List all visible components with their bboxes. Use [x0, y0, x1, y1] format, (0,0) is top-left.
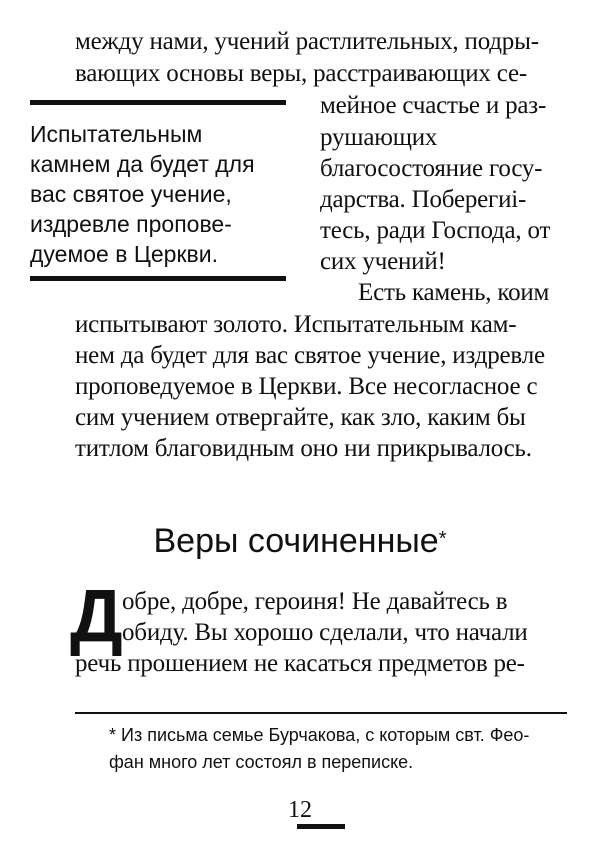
section-line-1: обре, добре, героиня! Не давайтесь в: [122, 588, 508, 615]
pull-quote-line: издревле пропове-: [30, 211, 232, 237]
body-line-1: между нами, учений растлительных, подры-: [75, 28, 539, 55]
page-number-rule: [297, 824, 345, 829]
body-line-2: вающих основы веры, расстраивающих се-: [75, 60, 527, 87]
body-line-14: титлом благовидным оно ни прикрывалось.: [75, 435, 532, 462]
footnote-line-2: фан много лет состоял в переписке.: [109, 752, 414, 772]
section-title-text: Веры сочиненные: [153, 522, 439, 560]
body-line-3: мейное счастье и раз-: [320, 92, 547, 119]
footnote: [75, 722, 529, 776]
section-line-3: речь прошением не касаться предметов ре-: [75, 650, 525, 677]
pull-quote-top-rule: [30, 100, 286, 105]
body-line-13: сим учением отвергайте, как зло, каким бы: [75, 404, 526, 431]
footnote-line-1: * Из письма семье Бурчакова, с которым свт. Фео-: [109, 725, 530, 745]
body-line-7: тесь, ради Господа, от: [320, 217, 551, 244]
pull-quote: [30, 119, 290, 269]
footnote-marker: *: [438, 528, 447, 550]
body-line-10: испытывают золото. Испытательным кам-: [75, 311, 517, 338]
pull-quote-line: Испытательным: [30, 121, 203, 147]
body-line-4: рушающих: [320, 124, 438, 151]
body-line-8: сих учений!: [320, 248, 446, 275]
footnote-rule: [75, 712, 567, 714]
body-line-6: дарства. Поберегиі-: [320, 186, 527, 213]
body-line-9: Есть камень, коим: [358, 279, 550, 306]
pull-quote-line: камнем да будет для: [30, 151, 255, 177]
pull-quote-line: вас святое учение,: [30, 181, 232, 207]
body-line-5: благосостояние госу-: [320, 155, 543, 182]
pull-quote-line: дуемое в Церкви.: [30, 241, 218, 267]
section-title: [0, 520, 600, 562]
body-line-11: нем да будет для вас святое учение, издревле: [75, 342, 545, 369]
page-number: 12: [288, 797, 312, 823]
pull-quote-bottom-rule: [30, 276, 286, 281]
body-line-12: проповедуемое в Церкви. Все несогласное с: [75, 373, 538, 400]
drop-cap: Д: [70, 574, 123, 657]
section-line-2: обиду. Вы хорошо сделали, что начали: [122, 619, 528, 646]
